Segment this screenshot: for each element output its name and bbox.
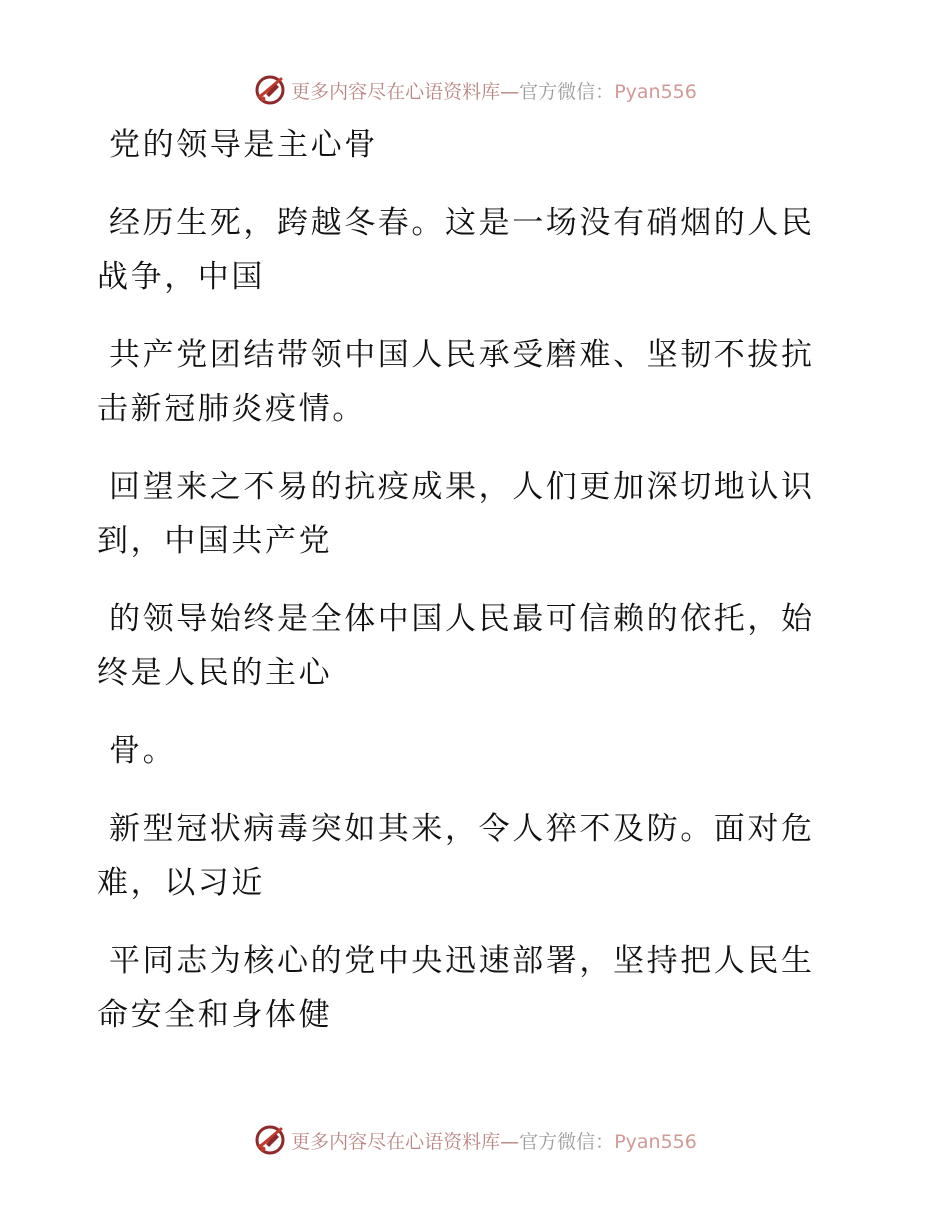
pen-nib-logo-icon	[253, 73, 287, 107]
watermark-wechat-label: 官方微信：	[519, 1130, 615, 1153]
watermark-wechat-id: Pyan556	[614, 80, 697, 103]
paragraph: 新型冠状病毒突如其来，令人猝不及防。面对危难，以习近	[97, 811, 815, 901]
paragraph: 经历生死，跨越冬春。这是一场没有硝烟的人民战争，中国	[97, 205, 815, 295]
watermark-source: 更多内容尽在心语资料库	[291, 80, 501, 103]
paragraph: 平同志为核心的党中央迅速部署，坚持把人民生命安全和身体健	[97, 943, 815, 1033]
footer-watermark	[0, 1120, 950, 1160]
paragraph: 骨。	[109, 733, 177, 769]
header-watermark	[0, 70, 950, 110]
watermark-dash: —	[500, 1130, 520, 1153]
watermark-text	[291, 1127, 697, 1154]
pen-nib-logo-icon	[253, 1123, 287, 1157]
paragraph-title: 党的领导是主心骨	[109, 127, 378, 163]
watermark-wechat-id: Pyan556	[614, 1130, 697, 1153]
watermark-text	[291, 77, 697, 104]
paragraph: 共产党团结带领中国人民承受磨难、坚韧不拔抗击新冠肺炎疫情。	[97, 337, 815, 427]
document-body	[97, 118, 837, 1066]
watermark-source: 更多内容尽在心语资料库	[291, 1130, 501, 1153]
paragraph: 回望来之不易的抗疫成果，人们更加深切地认识到，中国共产党	[97, 469, 815, 559]
watermark-wechat-label: 官方微信：	[519, 80, 615, 103]
watermark-dash: —	[500, 80, 520, 103]
paragraph: 的领导始终是全体中国人民最可信赖的依托，始终是人民的主心	[97, 601, 815, 691]
